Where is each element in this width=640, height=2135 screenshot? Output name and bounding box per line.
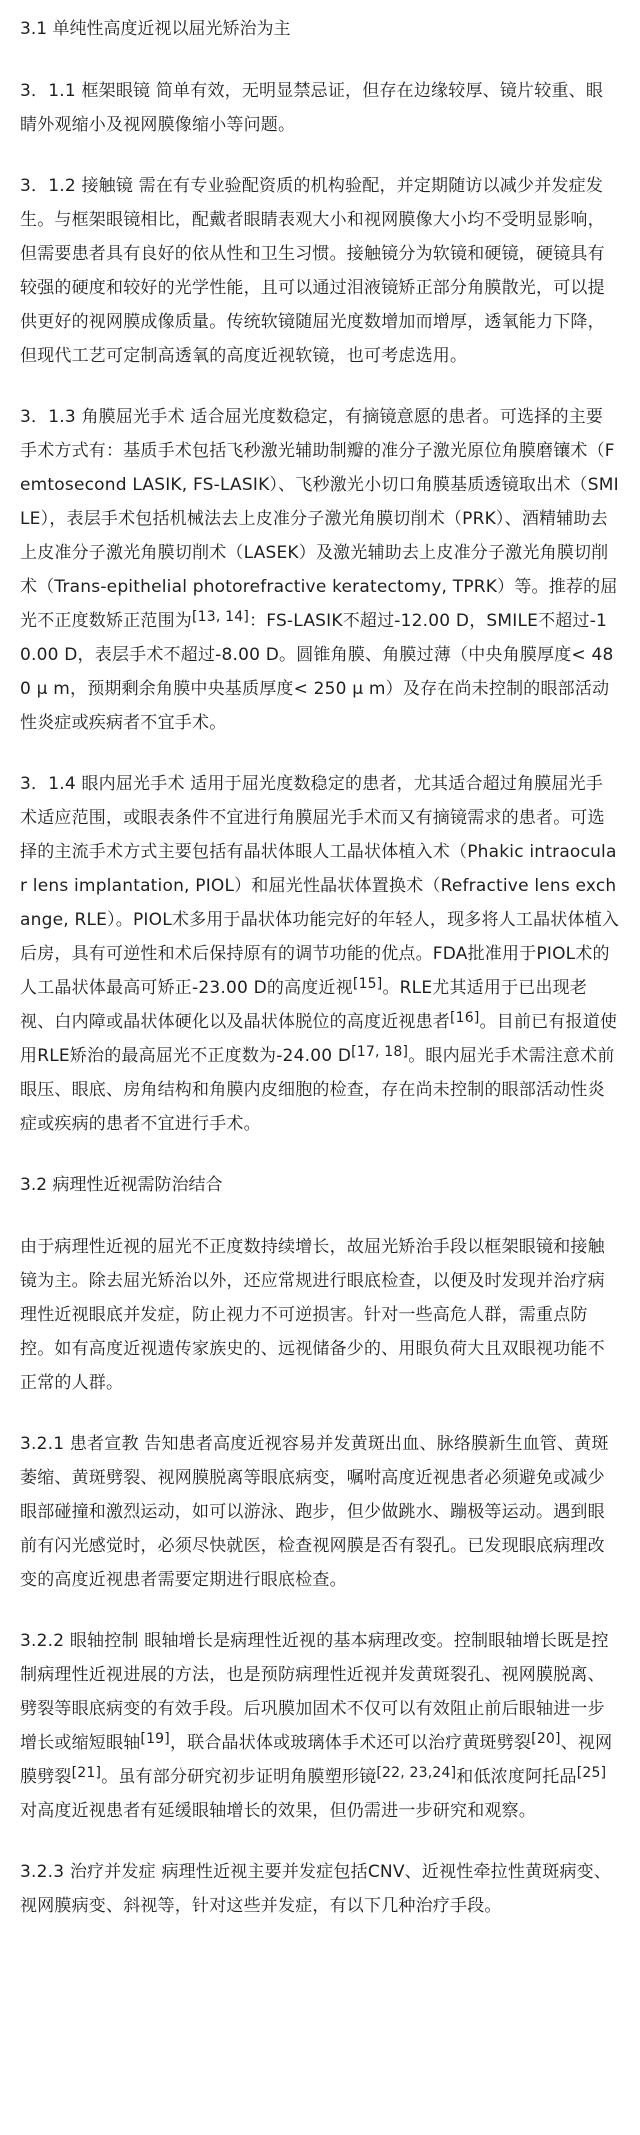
text-run: 3．1.4 眼内屈光手术 适用于屈光度数稳定的患者，尤其适合超过角膜屈光手术适应范围，或眼表条件不宜进行角膜屈光手术而又有摘镜需求的患者。可选择的主流手术方式主要包括有晶状体眼人工晶状体植入术（Phakic intraocular lens implantation, PIOL）和屈光性晶状体置换术（Refractive lens exchange, RLE）。PIOL术多用于晶状体功能完好的年轻人，现多将人工晶状体植入后房，具有可逆性和术后保持原有的调节功能的优点。FDA批准用于PIOL术的人工晶状体最高可矫正-23.00 D的高度近视 xyxy=(20,774,620,998)
citation-ref: [19] xyxy=(140,1731,170,1747)
section-heading-3-1: 3.1 单纯性高度近视以屈光矫治为主 xyxy=(20,19,291,39)
section-heading-3-2: 3.2 病理性近视需防治结合 xyxy=(20,1175,223,1195)
citation-ref: [20] xyxy=(531,1731,561,1747)
paragraph-3-1-4-intraocular-surgery xyxy=(20,767,620,1141)
text-run: 。虽有部分研究初步证明角膜塑形镜 xyxy=(101,1767,377,1787)
text-run: 和低浓度阿托品 xyxy=(456,1767,577,1787)
text-run: 对高度近视患者有延缓眼轴增长的效果，但仍需进一步研究和观察。 xyxy=(20,1801,536,1821)
paragraph-3-2-intro: 由于病理性近视的屈光不正度数持续增长，故屈光矫治手段以框架眼镜和接触镜为主。除去屈光矫治以外，还应常规进行眼底检查，以便及时发现并治疗病理性近视眼底并发症，防止视力不可逆损害。针对一些高危人群，需重点防控。如有高度近视遗传家族史的、远视储备少的、用眼负荷大且双眼视功能不正常的人群。 xyxy=(20,1237,605,1393)
paragraph-3-1-2-contact-lens: 3．1.2 接触镜 需在有专业验配资质的机构验配，并定期随访以减少并发症发生。与框架眼镜相比，配戴者眼睛表观大小和视网膜像大小均不受明显影响，但需要患者具有良好的依从性和卫生习惯。接触镜分为软镜和硬镜，硬镜具有较强的硬度和较好的光学性能，且可以通过泪液镜矫正部分角膜散光，可以提供更好的视网膜成像质量。传统软镜随屈光度数增加而增厚，透氧能力下降，但现代工艺可定制高透氧的高度近视软镜，也可考虑选用。 xyxy=(20,176,605,366)
paragraph-3-1-3-corneal-surgery xyxy=(20,400,620,740)
citation-ref: [21] xyxy=(71,1765,102,1781)
paragraph-3-2-2-axial-control xyxy=(20,1624,620,1828)
text-run: 。目前已有报道使用RLE矫治的最高屈光不正度数为-24.00 D xyxy=(20,1012,618,1066)
citation-ref: [25] xyxy=(576,1765,607,1781)
text-run: ，联合晶状体或玻璃体手术还可以治疗黄斑劈裂 xyxy=(169,1733,532,1753)
paragraph-3-2-3-complications: 3.2.3 治疗并发症 病理性近视主要并发症包括CNV、近视性牵拉性黄斑病变、视网膜病变、斜视等，针对这些并发症，有以下几种治疗手段。 xyxy=(20,1862,612,1916)
paragraph-3-1-1-spectacles: 3．1.1 框架眼镜 简单有效，无明显禁忌证，但存在边缘较厚、镜片较重、眼睛外观缩小及视网膜像缩小等问题。 xyxy=(20,81,604,135)
citation-ref: [15] xyxy=(352,976,383,992)
citation-ref: [13, 14] xyxy=(192,609,250,625)
citation-ref: [22, 23,24] xyxy=(376,1765,457,1781)
citation-ref: [17, 18] xyxy=(351,1044,409,1060)
text-run: 。眼内屈光手术需注意术前眼压、眼底、房角结构和角膜内皮细胞的检查，存在尚未控制的眼部活动性炎症或疾病的患者不宜进行手术。 xyxy=(20,1046,615,1134)
text-run: 3．1.3 角膜屈光手术 适合屈光度数稳定，有摘镜意愿的患者。可选择的主要手术方式有：基质手术包括飞秒激光辅助制瓣的准分子激光原位角膜磨镶术（Femtosecond LASIK, FS-LASIK）、飞秒激光小切口角膜基质透镜取出术（SMILE），表层手术包括机械法去上皮准分子激光角膜切削术（PRK）、酒精辅助去上皮准分子激光角膜切削术（LASEK）及激光辅助去上皮准分子激光角膜切削术（Trans-epithelial photorefractive keratectomy, TPRK）等。推荐的屈光不正度数矫正范围为 xyxy=(20,407,619,631)
citation-ref: [16] xyxy=(450,1010,480,1026)
text-run: 。RLE尤其适用于已出现老视、白内障或晶状体硬化以及晶状体脱位的高度近视患者 xyxy=(20,978,588,1032)
paragraph-3-2-1-patient-education: 3.2.1 患者宣教 告知患者高度近视容易并发黄斑出血、脉络膜新生血管、黄斑萎缩、黄斑劈裂、视网膜脱离等眼底病变，嘱咐高度近视患者必须避免或减少眼部碰撞和激烈运动，如可以游泳、跑步，但少做跳水、蹦极等运动。遇到眼前有闪光感觉时，必须尽快就医，检查视网膜是否有裂孔。已发现眼底病理改变的高度近视患者需要定期进行眼底检查。 xyxy=(20,1434,609,1590)
text-run: ：FS-LASIK不超过-12.00 D，SMILE不超过-10.00 D，表层手术不超过-8.00 D。圆锥角膜、角膜过薄（中央角膜厚度< 480 μ m，预期剩余角膜中央基质厚度< 250 μ m）及存在尚未控制的眼部活动性炎症或疾病者不宜手术。 xyxy=(20,611,614,733)
text-run: 3.2.2 眼轴控制 眼轴增长是病理性近视的基本病理改变。控制眼轴增长既是控制病理性近视进展的方法，也是预防病理性近视并发黄斑裂孔、视网膜脱离、劈裂等眼底病变的有效手段。后巩膜加固术不仅可以有效阻止前后眼轴进一步增长或缩短眼轴 xyxy=(20,1631,609,1753)
text-run: 、视网膜劈裂 xyxy=(20,1733,613,1787)
